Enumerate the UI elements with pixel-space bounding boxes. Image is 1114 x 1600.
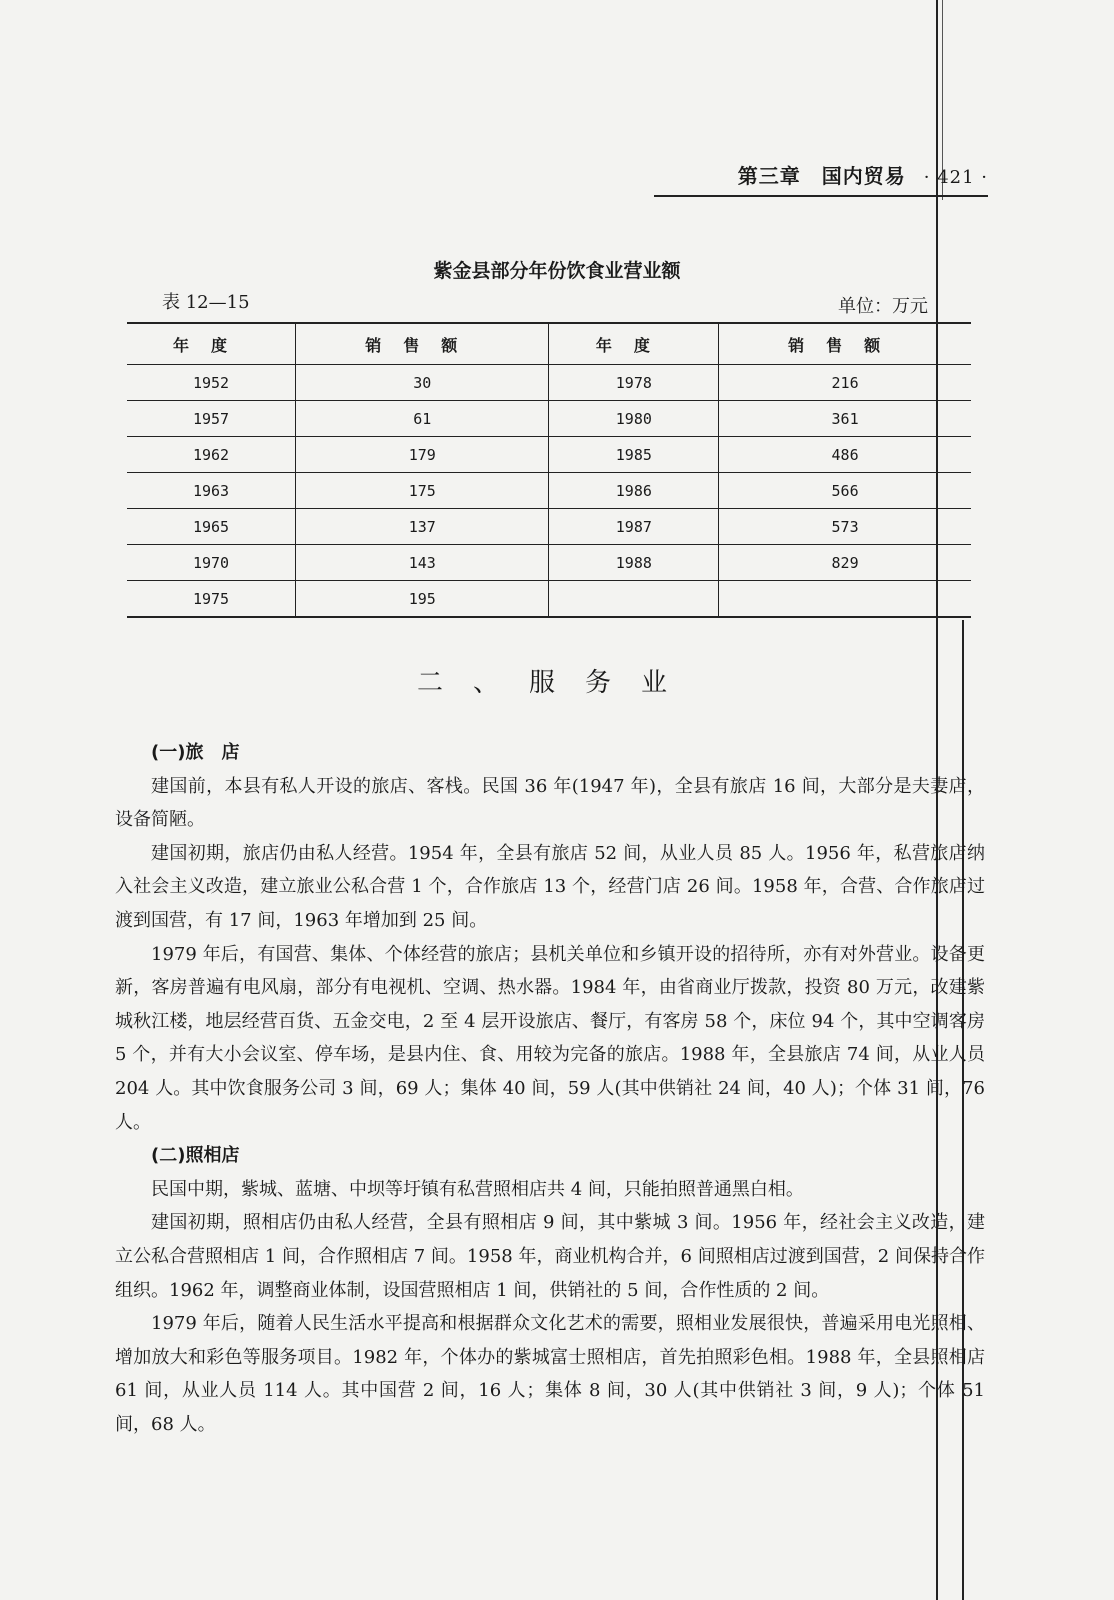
table-cell: 1986 xyxy=(549,473,719,509)
table-cell: 179 xyxy=(296,437,549,473)
paragraph: 1979 年后，随着人民生活水平提高和根据群众文化艺术的需要，照相业发展很快，普遍采用电光照相、增加放大和彩色等服务项目。1982 年，个体办的紫城富士照相店，首先拍照彩色相。1988 年，全县照相店 61 间，从业人员 114 人。其中国营 2 间，16 人；集体 8 间，30 人(其中供销社 3 间，9 人)；个体 51 间，68 人。 xyxy=(115,1313,985,1435)
table-cell: 137 xyxy=(296,509,549,545)
table-cell: 1965 xyxy=(127,509,296,545)
table-cell: 175 xyxy=(296,473,549,509)
table-cell: 361 xyxy=(719,401,971,437)
subsection-heading: (一)旅 店 xyxy=(151,742,240,763)
page-number: · 421 · xyxy=(923,167,988,188)
table-cell: 61 xyxy=(296,401,549,437)
table-row xyxy=(127,581,971,618)
column-header: 销售额 xyxy=(296,323,549,365)
table-cell: 573 xyxy=(719,509,971,545)
paragraph: 1979 年后，有国营、集体、个体经营的旅店；县机关单位和乡镇开设的招待所，亦有对外营业。设备更新，客房普遍有电风扇，部分有电视机、空调、热水器。1984 年，由省商业厅拨款，投资 80 万元，改建紫城秋江楼，地层经营百货、五金交电，2 至 4 层开设旅店、餐厅，有客房 58 个，床位 94 个，其中空调客房 5 个，并有大小会议室、停车场，是县内住、食、用较为完备的旅店。1988 年，全县旅店 74 间，从业人员 204 人。其中饮食服务公司 3 间，69 人；集体 40 间，59 人(其中供销社 24 间，40 人)；个体 31 间，76 人。 xyxy=(115,943,985,1133)
table-row xyxy=(127,509,971,545)
header-rule xyxy=(654,195,988,197)
table-cell xyxy=(719,581,971,618)
table-cell: 216 xyxy=(719,365,971,401)
table-cell xyxy=(549,581,719,618)
table-cell: 30 xyxy=(296,365,549,401)
table-row xyxy=(127,437,971,473)
chapter-title: 第三章 国内贸易 xyxy=(737,164,906,188)
table-cell: 143 xyxy=(296,545,549,581)
table-cell: 1988 xyxy=(549,545,719,581)
table-cell: 1978 xyxy=(549,365,719,401)
paragraph: 民国中期，紫城、蓝塘、中坝等圩镇有私营照相店共 4 间，只能拍照普通黑白相。 xyxy=(151,1178,804,1200)
column-header: 销售额 xyxy=(719,323,971,365)
table-row xyxy=(127,473,971,509)
table-row xyxy=(127,365,971,401)
table-cell: 1985 xyxy=(549,437,719,473)
sales-table xyxy=(127,322,971,618)
table-unit: 单位：万元 xyxy=(838,296,928,317)
table-cell: 829 xyxy=(719,545,971,581)
table-row xyxy=(127,545,971,581)
paragraph: 建国初期，照相店仍由私人经营，全县有照相店 9 间，其中紫城 3 间。1956 年，经社会主义改造，建立公私合营照相店 1 间，合作照相店 7 间。1958 年，商业机构合并，6 间照相店过渡到国营，2 间保持合作组织。1962 年，调整商业体制，设国营照相店 1 间，供销社的 5 间，合作性质的 2 间。 xyxy=(115,1212,985,1301)
table-number: 表 12—15 xyxy=(162,292,250,313)
subsection-heading: (二)照相店 xyxy=(151,1145,240,1167)
table-cell: 1963 xyxy=(127,473,296,509)
table-title: 紫金县部分年份饮食业营业额 xyxy=(433,260,681,282)
table-cell: 486 xyxy=(719,437,971,473)
table-cell: 195 xyxy=(296,581,549,618)
column-header: 年度 xyxy=(127,323,296,365)
paragraph: 建国初期，旅店仍由私人经营。1954 年，全县有旅店 52 间，从业人员 85 人。1956 年，私营旅店纳入社会主义改造，建立旅业公私合营 1 个，合作旅店 13 个，经营门店 26 间。1958 年，合营、合作旅店过渡到国营，有 17 间，1963 年增加到 25 间。 xyxy=(115,842,985,931)
table-row xyxy=(127,401,971,437)
table-header-row xyxy=(127,323,971,365)
table-cell: 566 xyxy=(719,473,971,509)
table-cell: 1987 xyxy=(549,509,719,545)
column-header: 年度 xyxy=(549,323,719,365)
table-cell: 1957 xyxy=(127,401,296,437)
table-cell: 1962 xyxy=(127,437,296,473)
table-cell: 1970 xyxy=(127,545,296,581)
section-title: 二、服务业 xyxy=(416,668,697,698)
body-text xyxy=(115,736,985,1441)
table-cell: 1980 xyxy=(549,401,719,437)
paragraph: 建国前，本县有私人开设的旅店、客栈。民国 36 年(1947 年)，全县有旅店 16 间，大部分是夫妻店，设备简陋。 xyxy=(115,775,985,831)
table-cell: 1975 xyxy=(127,581,296,618)
table-cell: 1952 xyxy=(127,365,296,401)
running-head xyxy=(738,160,988,189)
